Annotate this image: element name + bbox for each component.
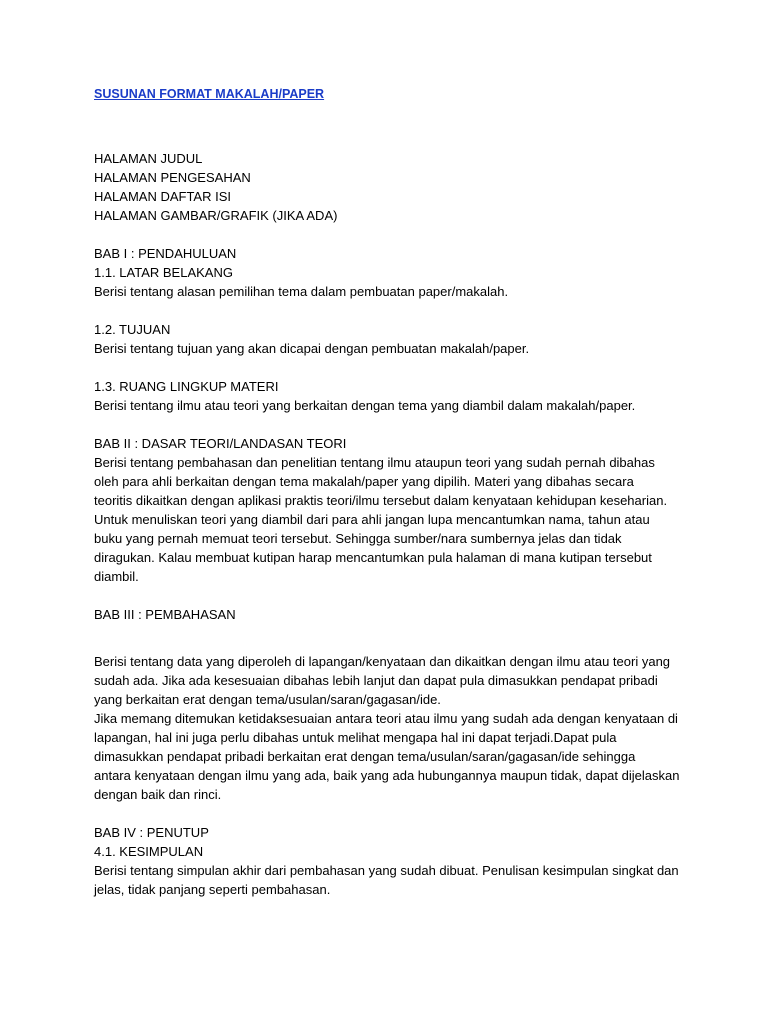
bab4-heading: BAB IV : PENUTUP <box>94 825 209 840</box>
paragraph-line: diambil. <box>94 569 139 584</box>
blank-line <box>94 624 694 652</box>
blank-line <box>94 225 694 244</box>
bab3-heading: BAB III : PEMBAHASAN <box>94 607 236 622</box>
paragraph-line: jelas, tidak panjang seperti pembahasan. <box>94 882 331 897</box>
front-matter-item: HALAMAN PENGESAHAN <box>94 170 251 185</box>
blank-line <box>94 358 694 377</box>
paragraph-line: Berisi tentang alasan pemilihan tema dalam pembuatan paper/makalah. <box>94 284 509 299</box>
paragraph-line: lapangan, hal ini juga perlu dibahas untuk melihat mengapa hal ini dapat terjadi.Dapat pula <box>94 730 617 745</box>
paragraph-line: oleh para ahli berkaitan dengan tema makalah/paper yang dipilih. Materi yang dibahas secara <box>94 474 634 489</box>
paragraph-line: antara kenyataan dengan ilmu yang ada, baik yang ada hubungannya maupun tidak, dapat dijelaskan <box>94 768 680 783</box>
paragraph-line: teoritis dikaitkan dengan aplikasi praktis teori/ilmu tersebut dalam kenyataan kehidupan keseharian. <box>94 493 668 508</box>
front-matter-item: HALAMAN GAMBAR/GRAFIK (JIKA ADA) <box>94 208 338 223</box>
document-title-link[interactable]: SUSUNAN FORMAT MAKALAH/PAPER <box>94 87 325 101</box>
document-body <box>94 149 694 899</box>
section-heading: 1.1. LATAR BELAKANG <box>94 265 233 280</box>
blank-line <box>94 415 694 434</box>
paragraph-line: sudah ada. Jika ada kesesuaian dibahas lebih lanjut dan dapat pula dimasukkan pendapat pribadi <box>94 673 658 688</box>
paragraph-line: dengan baik dan rinci. <box>94 787 222 802</box>
bab1-heading: BAB I : PENDAHULUAN <box>94 246 237 261</box>
paragraph-line: Jika memang ditemukan ketidaksesuaian antara teori atau ilmu yang sudah ada dengan kenyataan di <box>94 711 678 726</box>
paragraph-line: dimasukkan pendapat pribadi berkaitan erat dengan tema/usulan/saran/gagasan/ide sehingga <box>94 749 636 764</box>
front-matter-item: HALAMAN JUDUL <box>94 151 203 166</box>
blank-line <box>94 301 694 320</box>
section-heading: 4.1. KESIMPULAN <box>94 844 204 859</box>
paragraph-line: Berisi tentang ilmu atau teori yang berkaitan dengan tema yang diambil dalam makalah/paper. <box>94 398 636 413</box>
blank-line <box>94 586 694 605</box>
front-matter-item: HALAMAN DAFTAR ISI <box>94 189 232 204</box>
paragraph-line: yang berkaitan erat dengan tema/usulan/saran/gagasan/ide. <box>94 692 441 707</box>
paragraph-line: Berisi tentang simpulan akhir dari pembahasan yang sudah dibuat. Penulisan kesimpulan singkat dan <box>94 863 679 878</box>
section-heading: 1.2. TUJUAN <box>94 322 171 337</box>
paragraph-line: Berisi tentang pembahasan dan penelitian tentang ilmu ataupun teori yang sudah pernah dibahas <box>94 455 655 470</box>
paragraph-line: diragukan. Kalau membuat kutipan harap mencantumkan pula halaman di mana kutipan tersebut <box>94 550 652 565</box>
section-heading: 1.3. RUANG LINGKUP MATERI <box>94 379 279 394</box>
paragraph-line: Berisi tentang tujuan yang akan dicapai dengan pembuatan makalah/paper. <box>94 341 530 356</box>
paragraph-line: Berisi tentang data yang diperoleh di lapangan/kenyataan dan dikaitkan dengan ilmu atau teori yang <box>94 654 671 669</box>
blank-line <box>94 804 694 823</box>
paragraph-line: buku yang pernah memuat teori tersebut. Sehingga sumber/nara sumbernya jelas dan tidak <box>94 531 622 546</box>
bab2-heading: BAB II : DASAR TEORI/LANDASAN TEORI <box>94 436 347 451</box>
paragraph-line: Untuk menuliskan teori yang diambil dari para ahli jangan lupa mencantumkan nama, tahun atau <box>94 512 650 527</box>
